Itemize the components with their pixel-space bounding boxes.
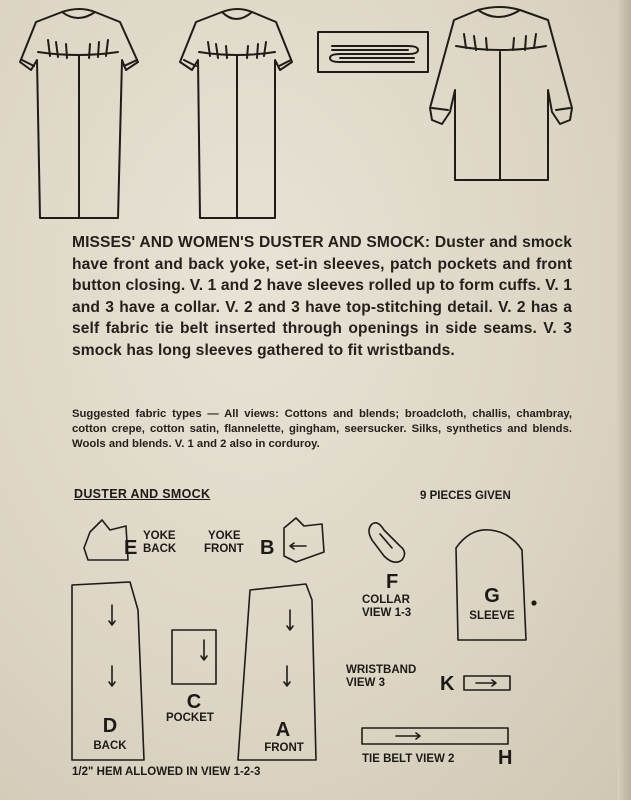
- yoke-back-line1: YOKE: [143, 530, 176, 542]
- pocket-piece: [172, 630, 216, 684]
- yoke-front-letter: B: [260, 537, 275, 559]
- hem-note: 1/2" HEM ALLOWED IN VIEW 1-2-3: [72, 766, 261, 778]
- collar-letter: F: [386, 571, 399, 593]
- smock-view-3-drawing: [430, 7, 572, 180]
- sleeve-letter: G: [484, 585, 500, 607]
- pocket-letter: C: [186, 691, 202, 713]
- yoke-front-line2: FRONT: [204, 543, 244, 555]
- pocket-label: POCKET: [166, 712, 214, 724]
- yoke-back-piece: [84, 520, 128, 560]
- pieces-given: 9 PIECES GIVEN: [420, 490, 511, 502]
- collar-label: [362, 594, 411, 620]
- yoke-front-line1: YOKE: [208, 530, 241, 542]
- wristband-line1: WRISTBAND: [346, 664, 417, 676]
- pattern-description: [72, 232, 572, 361]
- yoke-front-piece: [284, 518, 324, 562]
- duster-view-1-drawing: [20, 9, 138, 218]
- yoke-front-label: [204, 530, 244, 556]
- fabric-suggestions: [72, 407, 572, 453]
- wristband-letter: K: [440, 673, 455, 695]
- fabric-text: — All views: Cottons and blends; broadcloth, challis, chambray, cotton crepe, cotton satin, flannelette, gingham, seersucker. Silks, synthetics and blends. Wools and blends. V. 1 and 2 also in corduroy.: [72, 408, 572, 451]
- duster-view-2-drawing: [180, 9, 292, 218]
- tie-belt-piece: [362, 728, 508, 744]
- collar-line2: VIEW 1-3: [362, 607, 412, 619]
- yoke-back-letter: E: [124, 537, 138, 559]
- section-title: DUSTER AND SMOCK: [74, 487, 211, 501]
- description-body: Duster and smock have front and back yoke, set-in sleeves, patch pockets and front button closing. V. 1 and 2 have sleeves rolled up to form cuffs. V. 1 and 3 have a collar. V. 2 and 3 have top-stitching detail. V. 2 has a self fabric tie belt inserted through openings in side seams. V. 3 smock has long sleeves gathered to fit wristbands.: [72, 234, 572, 359]
- fabric-label: Suggested fabric types: [72, 408, 202, 420]
- back-label: BACK: [93, 740, 127, 752]
- back-letter: D: [102, 715, 118, 737]
- tie-belt-drawing: [318, 32, 428, 72]
- tie-belt-label: TIE BELT VIEW 2: [362, 753, 455, 765]
- collar-line1: COLLAR: [362, 594, 410, 606]
- wristband-label: [346, 664, 416, 690]
- sleeve-label: SLEEVE: [469, 610, 515, 622]
- description-title: MISSES' AND WOMEN'S DUSTER AND SMOCK:: [72, 234, 431, 251]
- yoke-back-label: [143, 530, 176, 556]
- front-letter: A: [275, 719, 291, 741]
- tie-belt-letter: H: [498, 747, 513, 769]
- wristband-line2: VIEW 3: [346, 677, 385, 689]
- yoke-back-line2: BACK: [143, 543, 177, 555]
- front-label: FRONT: [264, 742, 304, 754]
